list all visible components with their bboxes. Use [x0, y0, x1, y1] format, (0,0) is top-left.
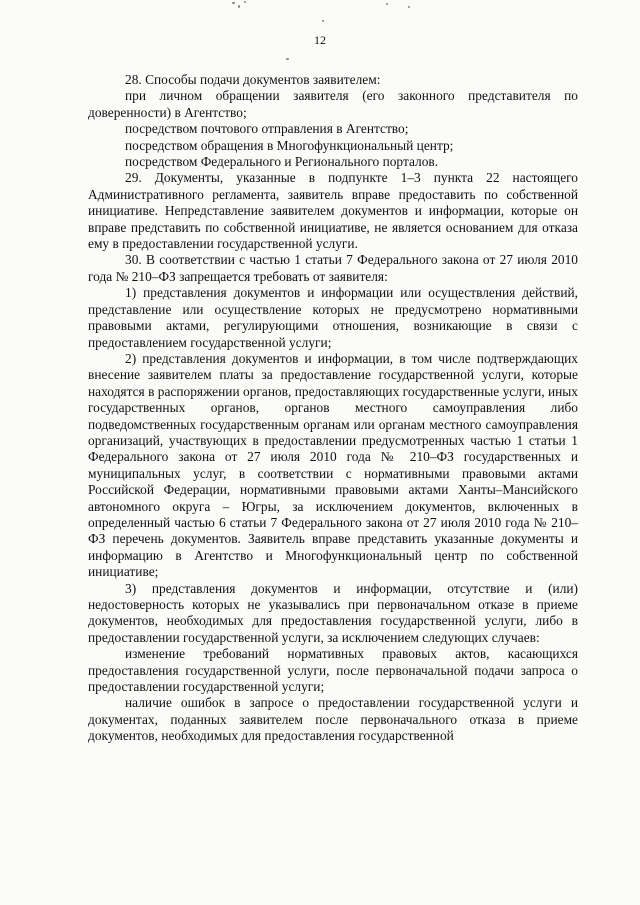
paragraph-item-2: 2) представления документов и информации, в том числе подтверждающих внесение заявителем платы за предоставление государственной услуги, которые находятся в распоряжении органов, предоставляющих государственные услуги, иных государственных органов, органов местного самоуправления либо подведомственных государственным органам или органам местного самоуправления организаций, участвующих в предоставлении предусмотренных частью 1 статьи 1 Федерального закона от 27 июля 2010 года № 210–ФЗ государственных и муниципальных услуг, в соответствии с нормативными правовыми актами Российской Федерации, нормативными правовыми актами Ханты–Мансийского автономного округа – Югры, за исключением документов, включенных в определенный частью 6 статьи 7 Федерального закона от 27 июля 2010 года № 210–ФЗ перечень документов. Заявитель вправе представить указанные документы и информацию в Агентство и Многофункциональный центр по собственной инициативе;: [88, 350, 578, 580]
paragraph-item-3: 3) представления документов и информации, отсутствие и (или) недостоверность которых не указывались при первоначальном отказе в приеме документов, необходимых для предоставления государственной услуги, либо в предоставлении государственной услуги, за исключением следующих случаев:: [88, 580, 578, 645]
page-number: 12: [314, 33, 326, 47]
scan-noise: [322, 20, 324, 22]
scan-noise: [238, 5, 240, 8]
paragraph-28: 28. Способы подачи документов заявителем:: [125, 72, 381, 87]
paragraph-list-item: посредством почтового отправления в Агентство;: [125, 121, 409, 137]
paragraph-list-item: посредством обращения в Многофункциональный центр;: [125, 137, 454, 153]
scan-noise: [386, 3, 388, 5]
paragraph-exception-2: наличие ошибок в запросе о предоставлении государственной услуги и документах, поданных заявителем после первоначального отказа в приеме документов, необходимых для предоставления государственной: [88, 695, 578, 744]
scan-noise: [408, 6, 410, 8]
scan-noise: [286, 58, 289, 60]
scan-noise: [232, 2, 235, 4]
paragraph-30: 30. В соответствии с частью 1 статьи 7 Федерального закона от 27 июля 2010 года № 210–ФЗ запрещается требовать от заявителя:: [88, 252, 578, 284]
paragraph-item-1: 1) представления документов и информации или осуществления действий, представление или осуществление которых не предусмотрено нормативными правовыми актами, регулирующими отношения, возникающие в связи с предоставлением государственной услуги;: [88, 285, 578, 350]
paragraph-list-item: посредством Федерального и Регионального порталов.: [125, 154, 439, 170]
document-body: [88, 72, 578, 745]
paragraph-exception-1: изменение требований нормативных правовых актов, касающихся предоставления государственной услуги, после первоначальной подачи запроса о предоставлении государственной услуги;: [88, 646, 578, 695]
scan-noise: [244, 1, 246, 3]
paragraph-29: 29. Документы, указанные в подпункте 1–3 пункта 22 настоящего Административного регламента, заявитель вправе предоставить по собственной инициативе. Непредставление заявителем документов и информации, которые он вправе представить по собственной инициативе, не является основанием для отказа ему в предоставлении государственной услуги.: [88, 170, 578, 252]
paragraph-list-item: при личном обращении заявителя (его законного представителя по доверенности) в Агентство;: [88, 88, 578, 120]
